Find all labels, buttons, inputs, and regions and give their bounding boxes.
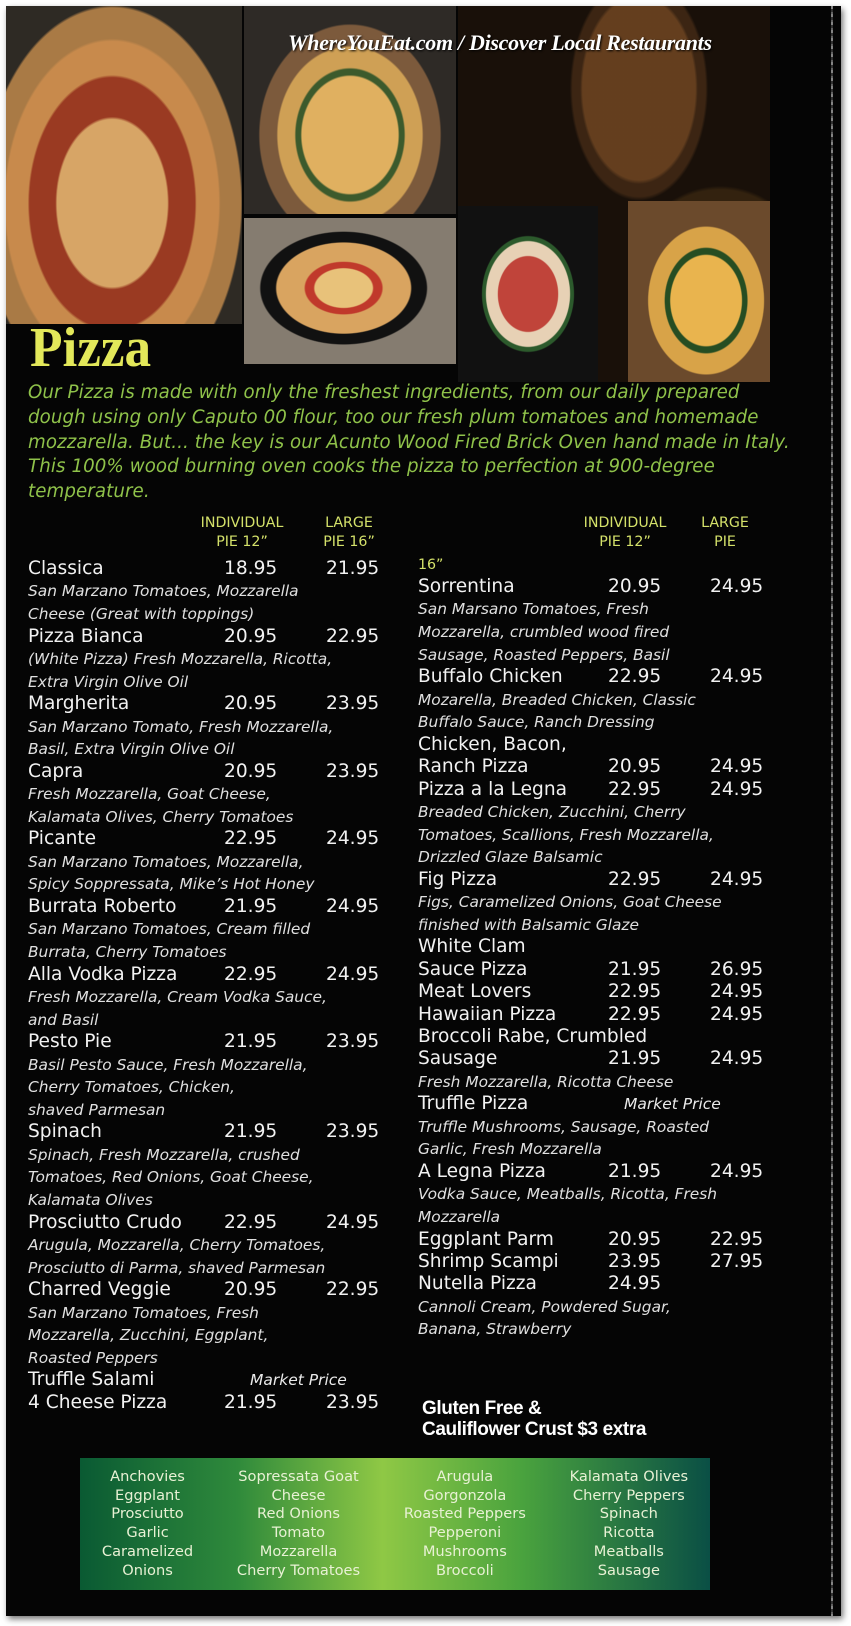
price-large: 24.95: [710, 981, 764, 1003]
menu-item-description: Roasted Peppers: [28, 1348, 158, 1367]
individual-header: INDIVIDUAL PIE 12”: [583, 515, 667, 550]
menu-item-description: Fresh Mozzarella, Ricotta Cheese: [418, 1072, 674, 1091]
price-individual: 22.95: [608, 666, 662, 688]
menu-item-description: Arugula, Mozzarella, Cherry Tomatoes,: [28, 1235, 326, 1254]
topping-item: Mozzarella: [259, 1542, 338, 1560]
left-menu-column: [28, 514, 428, 1414]
pizza-photo-table-spread: [458, 6, 770, 382]
menu-item-description: Fresh Mozzarella, Goat Cheese,: [28, 785, 271, 804]
menu-item-description: Extra Virgin Olive Oil: [28, 672, 189, 691]
topping-item: Arugula: [436, 1468, 494, 1485]
menu-item-name: Buffalo Chicken: [418, 666, 563, 688]
menu-item: [418, 576, 818, 666]
menu-item-description: San Marsano Tomatoes, Fresh: [418, 600, 649, 619]
topping-item: Cherry Peppers: [572, 1486, 685, 1504]
menu-item-description: San Marzano Tomatoes, Fresh: [28, 1303, 259, 1322]
topping-item: Anchovies: [110, 1468, 185, 1485]
menu-item-name: Capra: [28, 760, 84, 782]
menu-item-row: [28, 1279, 428, 1301]
price-individual: 21.95: [224, 1031, 278, 1053]
price-large: 24.95: [326, 895, 380, 917]
menu-item-description: Garlic, Fresh Mozzarella: [418, 1140, 602, 1159]
price-large: 24.95: [710, 576, 764, 597]
menu-item-row: [418, 666, 818, 688]
menu-item-row: [418, 981, 818, 1003]
menu-item: [418, 779, 818, 869]
menu-item-name: Charred Veggie: [28, 1279, 171, 1301]
menu-item-name: Shrimp Scampi: [418, 1251, 559, 1272]
price-individual: 20.95: [608, 576, 662, 597]
price-individual: 22.95: [608, 981, 662, 1003]
price-large: 24.95: [710, 778, 764, 800]
menu-item-description: Tomatoes, Red Onions, Goat Cheese,: [28, 1168, 314, 1187]
page-edge: [831, 6, 833, 1616]
menu-item-name: Sorrentina: [418, 576, 515, 597]
menu-item-row: [418, 779, 818, 801]
menu-item-description: San Marzano Tomatoes, Cream filled: [28, 920, 311, 939]
price-individual: 21.95: [608, 1161, 662, 1182]
price-header: [418, 514, 818, 558]
price-individual: 21.95: [224, 1121, 278, 1143]
menu-item-description: Banana, Strawberry: [418, 1320, 572, 1339]
menu-item-description: San Marzano Tomatoes, Mozzarella,: [28, 852, 304, 871]
menu-item: [418, 981, 818, 1003]
menu-item-description: Burrata, Cherry Tomatoes: [28, 942, 227, 961]
menu-item: [418, 666, 818, 734]
menu-item-row: [418, 1048, 818, 1070]
price-individual: 22.95: [608, 1003, 662, 1025]
menu-item-row: [28, 1392, 428, 1414]
menu-item-name-line1: White Clam: [418, 936, 526, 958]
topping-item: Roasted Peppers: [403, 1505, 526, 1523]
pizza-photo-basil: [628, 201, 770, 382]
price-individual: 21.95: [608, 1048, 662, 1070]
price-individual: 22.95: [608, 778, 662, 800]
menu-item: [418, 1251, 818, 1273]
menu-item-description: Spicy Soppressata, Mike’s Hot Honey: [28, 875, 315, 894]
price-large: 23.95: [326, 1031, 380, 1053]
menu-item-name: Truffle Salami: [28, 1369, 155, 1391]
price-large: 23.95: [326, 693, 380, 715]
menu-item: [28, 828, 428, 896]
menu-item-row: [28, 1212, 428, 1234]
menu-item: [418, 1229, 818, 1251]
menu-item: [418, 869, 818, 937]
menu-item-list: [28, 558, 428, 1414]
market-price: Market Price: [624, 1095, 721, 1114]
menu-item: [28, 1392, 428, 1414]
toppings-column: [237, 1458, 360, 1590]
price-individual: 22.95: [608, 868, 662, 890]
topping-item: Spinach: [599, 1505, 658, 1523]
menu-item-name: Hawaiian Pizza: [418, 1003, 557, 1025]
price-large: 21.95: [326, 558, 380, 579]
large-header: LARGE PIE 16”: [323, 515, 375, 550]
price-large: 24.95: [326, 1211, 380, 1233]
menu-item-row: [418, 576, 818, 598]
price-header: [28, 514, 428, 558]
menu-item-description: and Basil: [28, 1010, 99, 1029]
topping-item: Kalamata Olives: [569, 1468, 689, 1485]
market-price: Market Price: [250, 1371, 347, 1390]
menu-item-name: Fig Pizza: [418, 868, 498, 890]
menu-item-name: Pizza Bianca: [28, 625, 144, 647]
price-large: 23.95: [326, 1121, 380, 1143]
menu-item-row: [28, 761, 428, 783]
menu-item-name: Picante: [28, 828, 97, 850]
price-individual: 20.95: [224, 760, 278, 782]
menu-item-row: [28, 964, 428, 986]
price-individual: 21.95: [224, 895, 278, 917]
price-individual: 22.95: [224, 828, 278, 850]
menu-item: [28, 896, 428, 964]
menu-item-description: San Marzano Tomatoes, Mozzarella: [28, 582, 299, 601]
topping-item: Gorgonzola: [423, 1486, 507, 1504]
menu-item-description: Vodka Sauce, Meatballs, Ricotta, Fresh: [418, 1185, 718, 1204]
price-large: 24.95: [710, 1048, 764, 1070]
menu-item-description: Cheese (Great with toppings): [28, 605, 255, 623]
menu-item: [418, 734, 818, 779]
toppings-column: [570, 1458, 689, 1590]
menu-item-name: Prosciutto Crudo: [28, 1211, 182, 1233]
price-large: 22.95: [326, 1279, 380, 1301]
price-individual: 22.95: [224, 963, 278, 985]
price-individual: 20.95: [224, 693, 278, 715]
menu-item-name-line1: Chicken, Bacon,: [418, 733, 567, 755]
toppings-column: [404, 1458, 526, 1590]
toppings-box: [80, 1458, 710, 1590]
price-individual: 21.95: [224, 1391, 278, 1413]
menu-item-row: [28, 693, 428, 715]
topping-item: Cheese: [271, 1486, 326, 1504]
price-large: 27.95: [710, 1251, 764, 1272]
price-individual: 24.95: [608, 1273, 662, 1295]
price-individual: 20.95: [608, 1228, 662, 1250]
menu-item-description: Mozzarella, crumbled wood fired: [418, 623, 670, 641]
menu-item: [28, 1031, 428, 1121]
topping-item: Pepperoni: [428, 1524, 502, 1542]
menu-item-name: A Legna Pizza: [418, 1161, 546, 1182]
menu-item-row: [418, 1229, 818, 1251]
menu-item: [28, 1369, 428, 1391]
toppings-column: [102, 1458, 193, 1590]
price-large: 24.95: [710, 756, 764, 778]
menu-item-row: [418, 756, 818, 778]
menu-item-description: Mozarella, Breaded Chicken, Classic: [418, 690, 696, 709]
menu-item-description: Tomatoes, Scallions, Fresh Mozzarella,: [418, 825, 714, 844]
topping-item: Tomato: [271, 1524, 326, 1542]
individual-header: INDIVIDUAL PIE 12”: [200, 515, 284, 550]
menu-item: [28, 1279, 428, 1369]
menu-item-description: Mozzarella, Zucchini, Eggplant,: [28, 1326, 269, 1345]
menu-item-description: Buffalo Sauce, Ranch Dressing: [418, 713, 655, 732]
topping-item: Sopressata Goat: [238, 1468, 359, 1485]
price-large: 23.95: [326, 760, 380, 782]
menu-item-name-line1: Broccoli Rabe, Crumbled: [418, 1026, 648, 1047]
menu-item-name: Pizza a la Legna: [418, 778, 568, 800]
menu-item: [418, 1004, 818, 1026]
topping-item: Caramelized: [101, 1542, 194, 1560]
price-individual: 21.95: [608, 958, 662, 980]
topping-item: Cherry Tomatoes: [236, 1561, 361, 1579]
menu-item: [28, 558, 428, 626]
menu-item: [28, 1121, 428, 1211]
menu-item-description: shaved Parmesan: [28, 1100, 166, 1119]
menu-item-row: [418, 1273, 818, 1295]
menu-item-name: Nutella Pizza: [418, 1273, 537, 1295]
menu-page: [6, 6, 841, 1616]
price-large: 24.95: [710, 1161, 764, 1182]
menu-item-row: [28, 558, 428, 580]
menu-item-description: Cannoli Cream, Powdered Sugar,: [418, 1297, 671, 1316]
price-individual: 22.95: [224, 1211, 278, 1233]
menu-item-name: 4 Cheese Pizza: [28, 1391, 168, 1413]
menu-item-name: Pesto Pie: [28, 1031, 112, 1053]
menu-item: [28, 761, 428, 829]
menu-item-name: Classica: [28, 558, 104, 579]
menu-item-description: Basil Pesto Sauce, Fresh Mozzarella,: [28, 1055, 308, 1074]
price-large: 24.95: [710, 666, 764, 688]
menu-item-name: Burrata Roberto: [28, 895, 177, 917]
menu-item-description: Sausage, Roasted Peppers, Basil: [418, 645, 670, 664]
menu-item-row: [28, 1121, 428, 1143]
price-individual: 20.95: [224, 625, 278, 647]
topping-item: Mushrooms: [422, 1542, 507, 1560]
price-large: 24.95: [326, 963, 380, 985]
topping-item: Meatballs: [593, 1542, 664, 1560]
watermark: WhereYouEat.com / Discover Local Restaurants: [288, 30, 712, 55]
price-large: 22.95: [710, 1228, 764, 1250]
topping-item: Red Onions: [257, 1505, 340, 1523]
menu-item: [418, 1026, 818, 1093]
menu-item: [28, 1212, 428, 1280]
menu-item-description: Breaded Chicken, Zucchini, Cherry: [418, 803, 686, 821]
menu-item-name: Alla Vodka Pizza: [28, 963, 178, 985]
pizza-photo-tomato-basil: [458, 206, 598, 382]
menu-item-description: Kalamata Olives, Cherry Tomatoes: [28, 807, 294, 826]
menu-item-row: [418, 869, 818, 891]
pizza-photo-prosciutto: [6, 6, 242, 324]
menu-item-row: [418, 1004, 818, 1026]
gluten-free-note: Gluten Free & Cauliflower Crust $3 extra: [422, 1398, 647, 1440]
price-large: 24.95: [326, 828, 380, 850]
menu-item-row: [418, 1251, 818, 1273]
menu-item-description: Basil, Extra Virgin Olive Oil: [28, 740, 235, 759]
menu-item-list: [418, 576, 818, 1341]
topping-item: Broccoli: [435, 1561, 494, 1579]
menu-item: [28, 693, 428, 761]
price-individual: 23.95: [608, 1251, 662, 1272]
menu-item-name: Meat Lovers: [418, 981, 532, 1003]
menu-item-name: Sauce Pizza: [418, 958, 528, 980]
menu-item-description: San Marzano Tomato, Fresh Mozzarella,: [28, 717, 334, 736]
menu-item-description: Spinach, Fresh Mozzarella, crushed: [28, 1145, 300, 1164]
price-large: 24.95: [710, 868, 764, 890]
menu-item-name: Truffle Pizza: [418, 1093, 529, 1115]
pizza-photo-pan: [244, 218, 456, 364]
large-header-overflow: 16”: [418, 557, 444, 573]
price-individual: 20.95: [608, 756, 662, 778]
price-large: 24.95: [710, 1003, 764, 1025]
menu-item-row: [28, 1369, 428, 1391]
menu-item: [418, 1273, 818, 1341]
menu-item-description: Kalamata Olives: [28, 1190, 153, 1209]
menu-item-description: Mozzarella: [418, 1208, 501, 1226]
menu-item-description: Truffle Mushrooms, Sausage, Roasted: [418, 1117, 710, 1136]
topping-item: Prosciutto: [111, 1505, 184, 1523]
menu-item-description: (White Pizza) Fresh Mozzarella, Ricotta,: [28, 650, 333, 668]
menu-item-description: Cherry Tomatoes, Chicken,: [28, 1078, 235, 1097]
price-large: 26.95: [710, 958, 764, 980]
menu-item-row: [28, 1031, 428, 1053]
menu-item-row: [28, 626, 428, 648]
menu-item-row: [28, 896, 428, 918]
section-title: Pizza: [30, 317, 152, 379]
price-individual: 20.95: [224, 1279, 278, 1301]
menu-item-description: Figs, Caramelized Onions, Goat Cheese: [418, 893, 722, 912]
menu-item-name: Spinach: [28, 1121, 102, 1143]
menu-item-description: Fresh Mozzarella, Cream Vodka Sauce,: [28, 987, 327, 1006]
menu-item-name: Ranch Pizza: [418, 756, 529, 778]
menu-item-name: Sausage: [418, 1048, 498, 1070]
topping-item: Ricotta: [603, 1524, 655, 1542]
menu-item: [418, 1161, 818, 1229]
menu-item-row: [418, 959, 818, 981]
topping-item: Eggplant: [115, 1486, 181, 1504]
menu-item-row: [418, 1161, 818, 1183]
menu-item: [28, 964, 428, 1032]
menu-item: [28, 626, 428, 694]
menu-item: [418, 1093, 818, 1161]
menu-item-name: Eggplant Parm: [418, 1228, 554, 1250]
topping-item: Sausage: [597, 1561, 660, 1579]
menu-item-name: Margherita: [28, 693, 130, 715]
menu-item-description: Prosciutto di Parma, shaved Parmesan: [28, 1258, 326, 1277]
menu-item-row: [28, 828, 428, 850]
price-large: 22.95: [326, 625, 380, 647]
topping-item: Garlic: [126, 1524, 169, 1542]
topping-item: Onions: [122, 1561, 173, 1579]
menu-item-description: finished with Balsamic Glaze: [418, 915, 639, 934]
large-header: LARGE PIE: [701, 515, 749, 550]
right-menu-column: [418, 514, 818, 1341]
price-large: 23.95: [326, 1391, 380, 1413]
menu-item-description: Drizzled Glaze Balsamic: [418, 848, 603, 867]
price-individual: 18.95: [224, 558, 278, 579]
menu-item-row: [418, 1093, 818, 1115]
menu-item: [418, 936, 818, 981]
intro-text: Our Pizza is made with only the freshest ingredients, from our daily prepared dough using only Caputo 00 flour, too our fresh plum tomatoes and homemade mozzarella. But... the key is our Acunto Wood Fired Brick Oven hand made in Italy. This 100% wood burning oven cooks the pizza to perfection at 900-degree temperature.: [28, 382, 790, 503]
